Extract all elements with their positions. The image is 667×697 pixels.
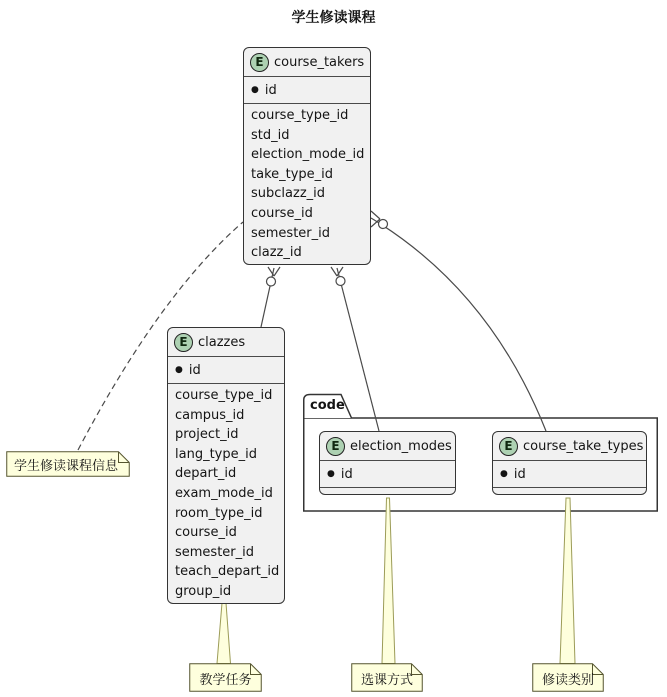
entity-name: election_modes xyxy=(350,438,452,454)
note-text: 教学任务 xyxy=(199,673,252,688)
entity-header xyxy=(320,432,455,461)
entity-clazzes xyxy=(167,327,285,604)
note-teaching-task xyxy=(189,663,262,692)
entity-stereotype-icon: E xyxy=(250,53,269,72)
field-row: group_id xyxy=(175,583,232,599)
zero-circle-icon xyxy=(379,220,388,229)
key-bullet-icon: ● xyxy=(251,84,259,95)
entity-stereotype-icon: E xyxy=(326,437,345,456)
zero-circle-icon xyxy=(336,277,345,286)
field-row: std_id xyxy=(251,127,290,143)
diagram-title: 学生修读课程 xyxy=(291,10,376,26)
field-row: semester_id xyxy=(251,225,331,241)
field-row: course_type_id xyxy=(175,388,273,403)
note-text: 学生修读课程信息 xyxy=(14,459,119,474)
entity-name: clazzes xyxy=(198,334,246,350)
key-name: id xyxy=(340,466,353,482)
field-row: take_type_id xyxy=(251,166,334,182)
entity-key-row xyxy=(168,357,284,384)
zero-circle-icon xyxy=(267,277,276,286)
note-text: 修读类别 xyxy=(541,673,594,688)
entity-stereotype-icon: E xyxy=(499,437,518,456)
key-name: id xyxy=(264,82,277,98)
key-name: id xyxy=(188,362,201,378)
key-bullet-icon: ● xyxy=(175,364,183,375)
entity-fields xyxy=(244,104,370,264)
package-label: code xyxy=(310,398,345,413)
field-row: subclazz_id xyxy=(251,186,326,202)
entity-name: course_take_types xyxy=(523,438,644,454)
entity-name: course_takers xyxy=(274,54,365,70)
note-text: 选课方式 xyxy=(360,673,413,688)
field-row: exam_mode_id xyxy=(175,485,273,501)
entity-key-row xyxy=(320,461,455,488)
relation-course-takers-course-take-types xyxy=(371,218,546,431)
entity-stereotype-icon: E xyxy=(174,333,193,352)
key-bullet-icon: ● xyxy=(500,468,508,479)
field-row: depart_id xyxy=(175,466,237,482)
entity-course-take-types xyxy=(492,431,647,495)
field-row: course_type_id xyxy=(251,108,349,123)
field-row: lang_type_id xyxy=(175,446,257,462)
field-row: course_id xyxy=(175,525,237,541)
field-row: project_id xyxy=(175,427,239,443)
entity-header xyxy=(168,328,284,357)
field-row: semester_id xyxy=(175,544,255,560)
entity-key-row xyxy=(493,461,646,488)
note-take-type xyxy=(532,663,604,692)
entity-header xyxy=(244,48,370,77)
field-row: course_id xyxy=(251,205,313,221)
entity-key-row xyxy=(244,77,370,104)
entity-election-modes xyxy=(319,431,456,495)
entity-fields xyxy=(493,488,646,494)
key-name: id xyxy=(513,466,526,482)
key-bullet-icon: ● xyxy=(327,468,335,479)
field-row: election_mode_id xyxy=(251,147,365,163)
note-election-mode xyxy=(351,663,423,692)
field-row: room_type_id xyxy=(175,505,263,521)
note-connector-election-modes xyxy=(382,498,395,664)
entity-course-takers xyxy=(243,47,371,265)
note-connector-clazzes xyxy=(217,603,231,664)
note-course-takers-info xyxy=(6,451,130,477)
field-row: campus_id xyxy=(175,407,245,423)
field-row: teach_depart_id xyxy=(175,564,280,580)
note-connector-course-take-types xyxy=(560,498,575,664)
entity-fields xyxy=(320,488,455,494)
entity-fields xyxy=(168,384,284,603)
field-row: clazz_id xyxy=(251,245,302,261)
entity-header xyxy=(493,432,646,461)
